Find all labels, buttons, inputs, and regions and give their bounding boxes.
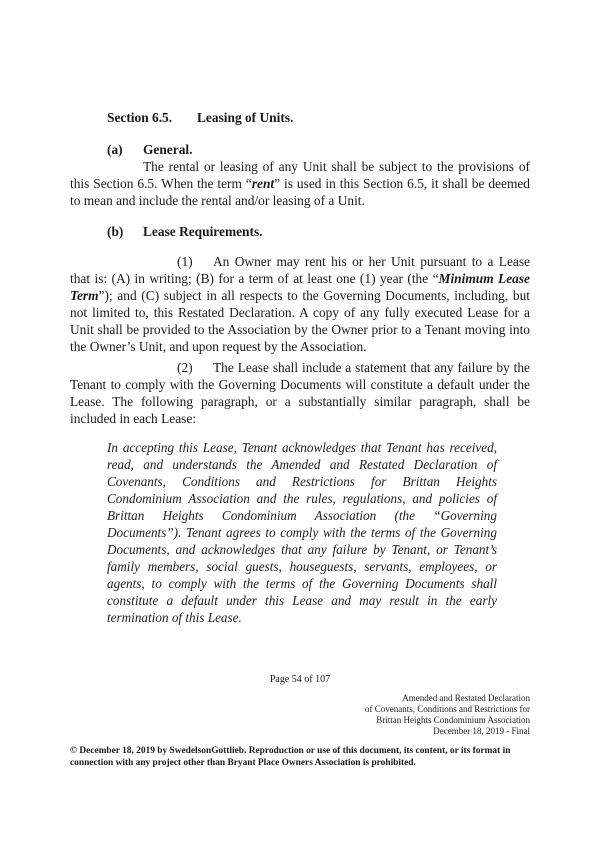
paragraph-1-text-1: An Owner may rent his or her Unit pursuant to a Lease that is: (A) in writing; (B) for a term of at least one (1) year (the “ — [70, 254, 530, 286]
subsection-a-label: (a) — [107, 142, 123, 157]
footer-doc-line-3: Brittan Heights Condominium Association — [376, 715, 530, 725]
section-title: Leasing of Units. — [197, 110, 294, 125]
paragraph-2-number: (2) — [177, 360, 193, 375]
paragraph-1 — [70, 253, 530, 355]
paragraph-1-number: (1) — [177, 254, 193, 269]
paragraph-1-text-2: ”); and (C) subject in all respects to the Governing Documents, including, but not limited to, this Restated Declaration. A copy of any fully executed Lease for a Unit shall be provided to the Association by the Owner prior to a Tenant moving into the Owner’s Unit, and upon request by the Association. — [70, 288, 530, 354]
subsection-a-text-1: The rental or leasing of any Unit shall be subject to the provisions of this Section 6.5. When the term “ — [70, 159, 530, 191]
copyright-notice: © December 18, 2019 by SwedelsonGottlieb. Reproduction or use of this document, its content, or its format in connection with any project other than Bryant Place Owners Association is prohibited. — [70, 746, 511, 768]
subsection-a-heading: General. — [143, 142, 193, 157]
footer-doc-line-1: Amended and Restated Declaration — [402, 693, 530, 703]
paragraph-2-text: The Lease shall include a statement that any failure by the Tenant to comply with the Governing Documents will constitute a default under the Lease. The following paragraph, or a substantially similar paragraph, shall be included in each Lease: — [70, 360, 530, 426]
document-footer — [310, 693, 530, 737]
subsection-a-text — [70, 158, 530, 209]
subsection-b-label: (b) — [107, 224, 124, 239]
paragraph-2 — [70, 359, 530, 427]
page-number: Page 54 of 107 — [269, 674, 331, 685]
section-number: Section 6.5. — [107, 110, 173, 125]
subsection-b-heading: Lease Requirements. — [143, 224, 263, 239]
footer-doc-line-4: December 18, 2019 - Final — [433, 726, 530, 736]
lease-quote: In accepting this Lease, Tenant acknowledges that Tenant has received, read, and understands the Amended and Restated Declaration of Covenants, Conditions and Restrictions for Brittan Heights Condominium Association and the rules, regulations, and policies of Brittan Heights Condominium Association (the “Governing Documents”). Tenant agrees to comply with the terms of the Governing Documents, and acknowledges that any failure by Tenant, or Tenant’s family members, social guests, houseguests, servants, employees, or agents, to comply with the terms of the Governing Documents shall constitute a default under this Lease and may result in the early termination of this Lease. — [107, 440, 497, 625]
subsection-a-text-2: ” is used in this Section 6.5, it shall be deemed to mean and include the rental and/or leasing of a Unit. — [70, 176, 531, 208]
footer-doc-line-2: of Covenants, Conditions and Restrictions for — [365, 704, 530, 714]
defined-term-rent: rent — [251, 176, 275, 191]
defined-term-minimum-lease-term: Minimum Lease Term — [70, 271, 530, 303]
